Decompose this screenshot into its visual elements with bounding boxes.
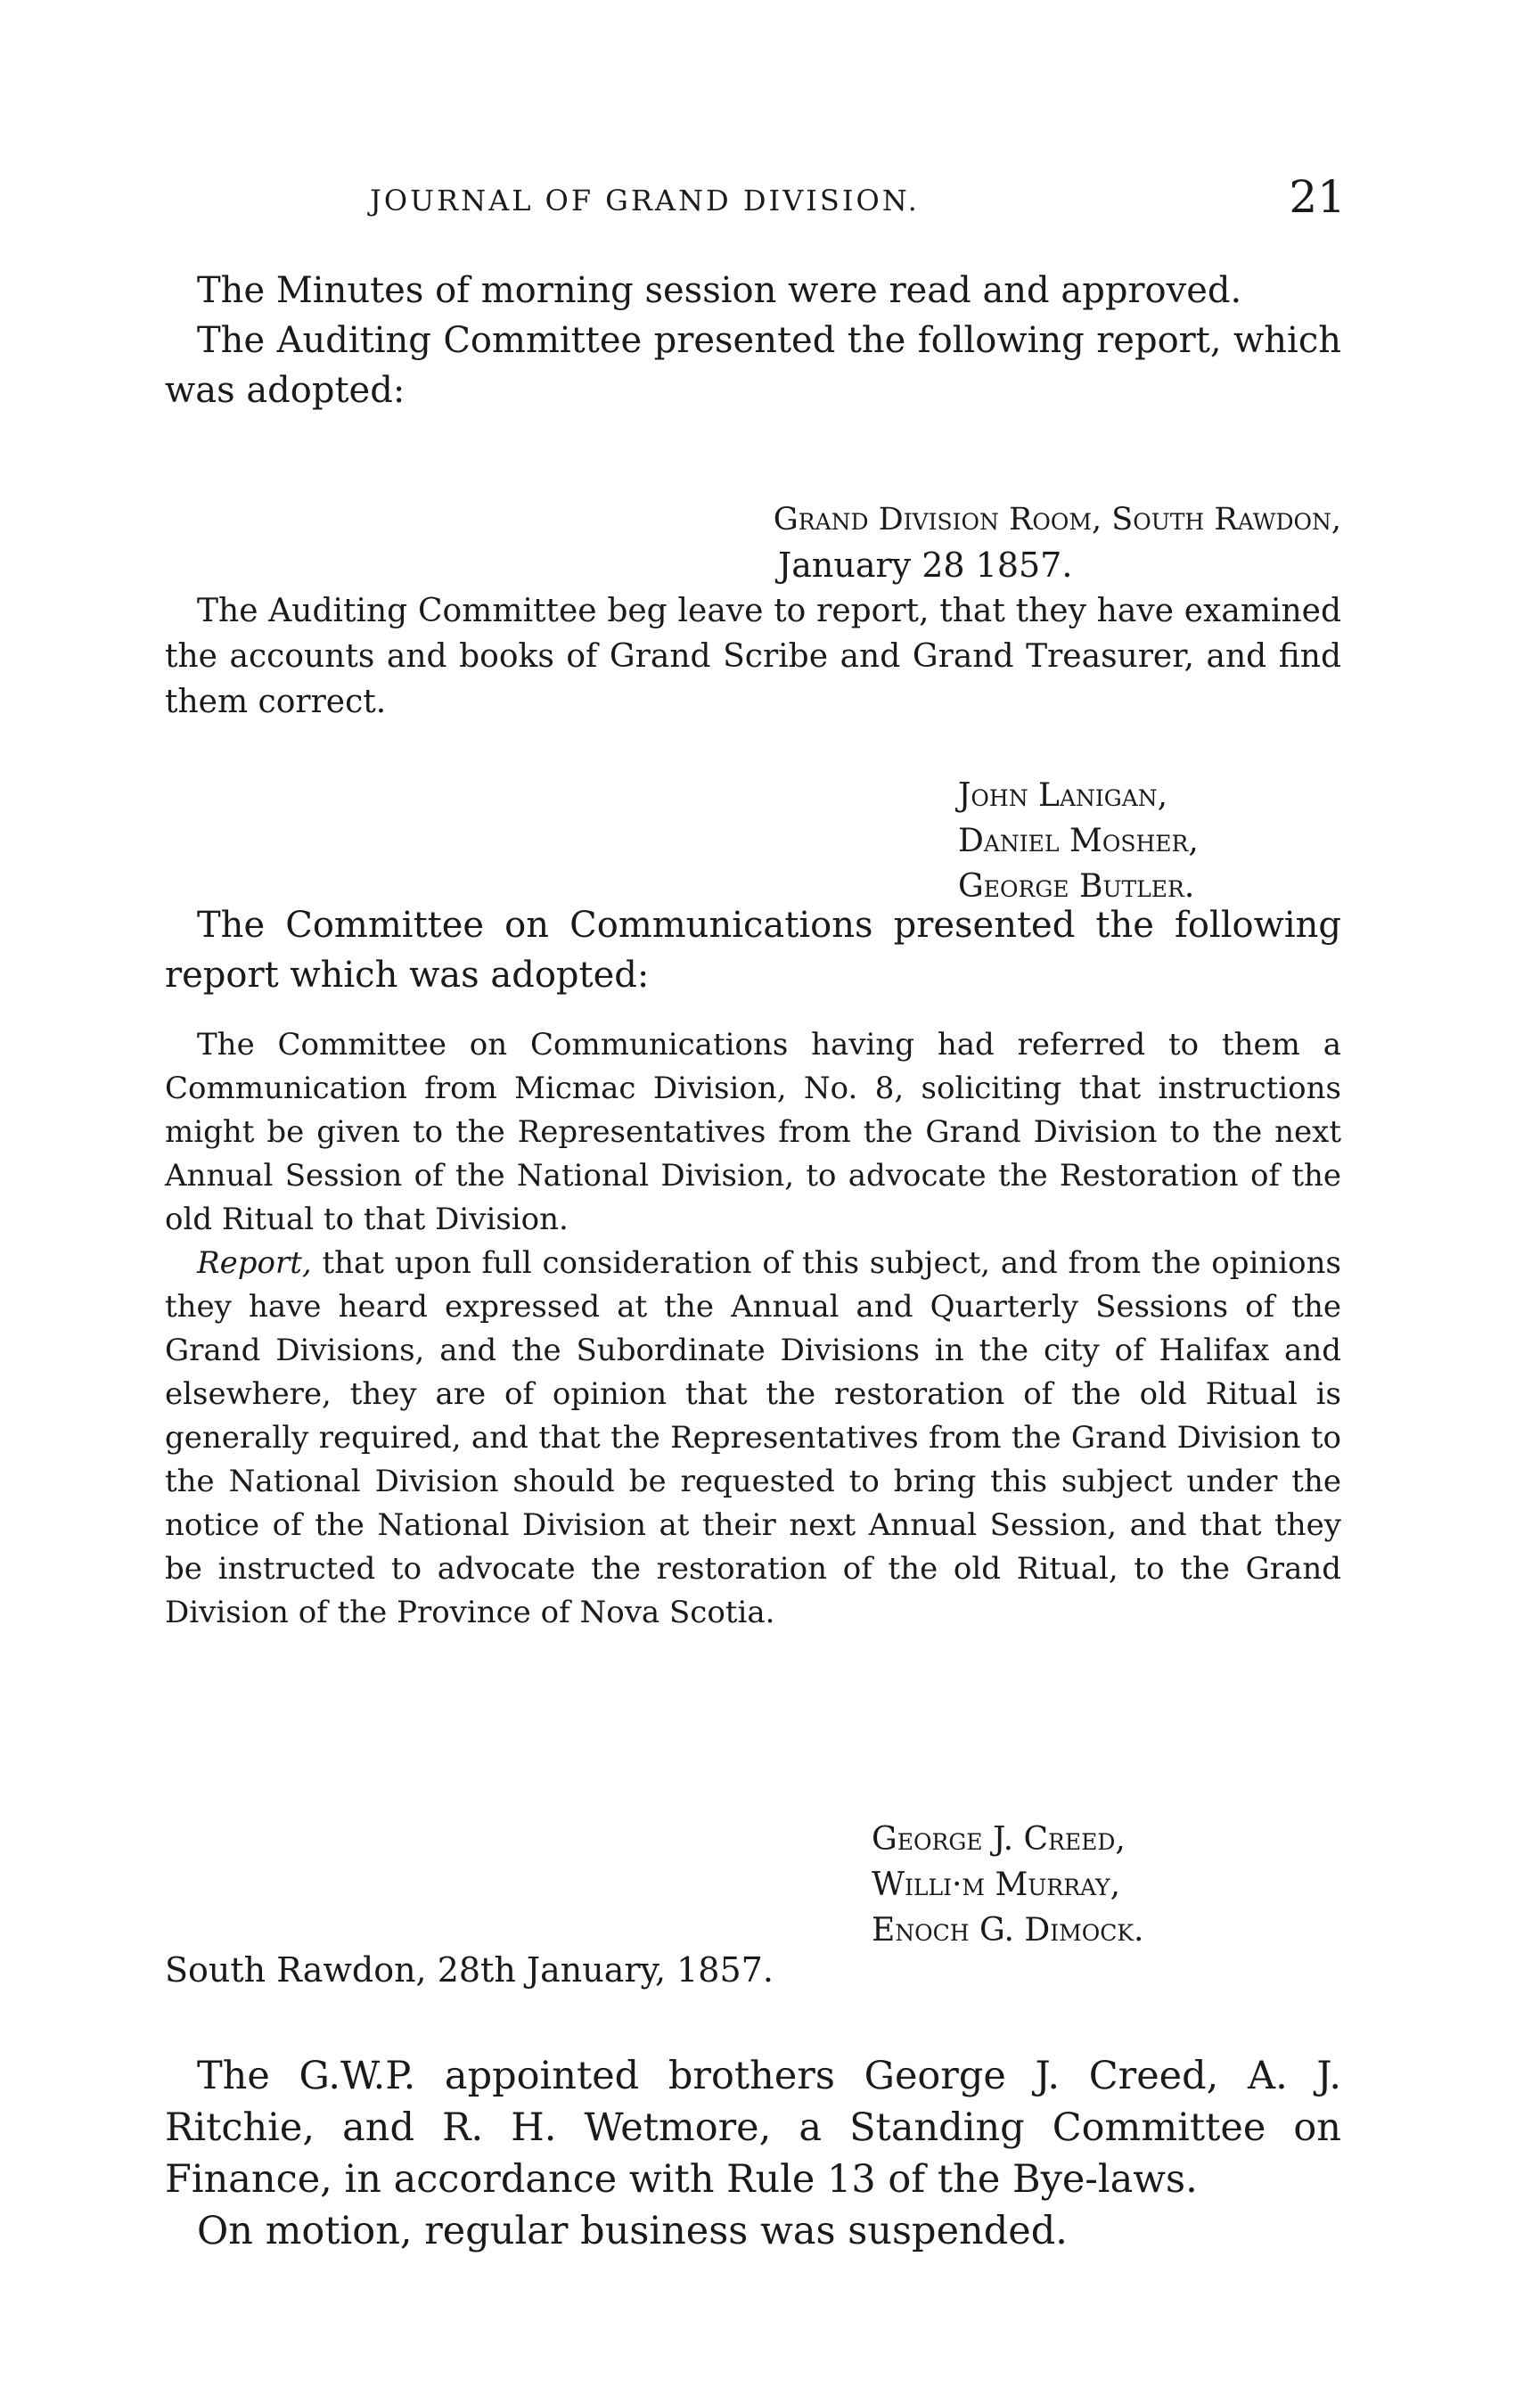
closing-paragraphs [165, 2050, 1341, 2257]
finance-committee-text: The G.W.P. appointed brothers George J. Creed, A. J. Ritchie, and R. H. Wetmore, a Standing Committee on Finance, in accordance with Rule 13 of the Bye-laws. [165, 2054, 1341, 2202]
minutes-paragraph [165, 266, 1341, 415]
auditing-report-text: The Auditing Committee beg leave to report, that they have examined the accounts and books of Grand Scribe and Grand Treasurer, and find them correct. [165, 593, 1341, 720]
signer: Daniel Mosher, [958, 823, 1199, 859]
minutes-text: The Minutes of morning session were read and approved. [197, 270, 1242, 311]
communications-intro: The Committee on Communications presented the following report which was adopted: [165, 905, 1341, 996]
communications-report [165, 1023, 1341, 1635]
auditing-signers [958, 773, 1199, 909]
communications-intro-paragraph [165, 900, 1341, 1000]
report-date: January 28 1857. [778, 546, 1073, 585]
signer: George J. Creed, [872, 1821, 1126, 1858]
report-location: Grand Division Room, South Rawdon, [773, 502, 1341, 538]
page-number: 21 [1289, 171, 1346, 223]
place-date: South Rawdon, 28th January, 1857. [165, 1950, 774, 1990]
signer: George Butler. [958, 868, 1195, 905]
communications-report-paragraph [165, 1242, 1341, 1635]
communications-signers [872, 1817, 1143, 1953]
signer: John Lanigan, [958, 777, 1168, 814]
auditing-intro: The Auditing Committee presented the following report, which was adopted: [165, 320, 1341, 411]
report-body: that upon full consideration of this subject, and from the opinions they have heard expressed at the Annual and Quarterly Sessions of the Grand Divisions, and the Subordinate Divisions in the city of Halifax and elsewhere, they are of opinion that the restoration of the old Ritual is generally required, and that the Representatives from the Grand Division to the National Division should be requested to bring this subject under the notice of the National Division at their next Annual Session, and that they be instructed to advocate the restoration of the old Ritual, to the Grand Division of the Province of Nova Scotia. [165, 1245, 1341, 1630]
page-header [214, 171, 1346, 234]
auditing-report [165, 497, 1341, 725]
communications-text: The Committee on Communications having had referred to them a Communication from Micmac Division, No. 8, soliciting that instructions might be given to the Representatives from the Grand Division to the next Annual Session of the National Division, to advocate the Restoration of the old Ritual to that Division. [165, 1027, 1341, 1237]
business-suspended-text: On motion, regular business was suspended. [197, 2209, 1068, 2253]
signer: Enoch G. Dimock. [872, 1912, 1144, 1949]
place-date-line [165, 1948, 1341, 1993]
signer: Willi·m Murray, [872, 1867, 1121, 1903]
report-label: Report, [197, 1245, 312, 1281]
running-head: JOURNAL OF GRAND DIVISION. [370, 184, 920, 217]
